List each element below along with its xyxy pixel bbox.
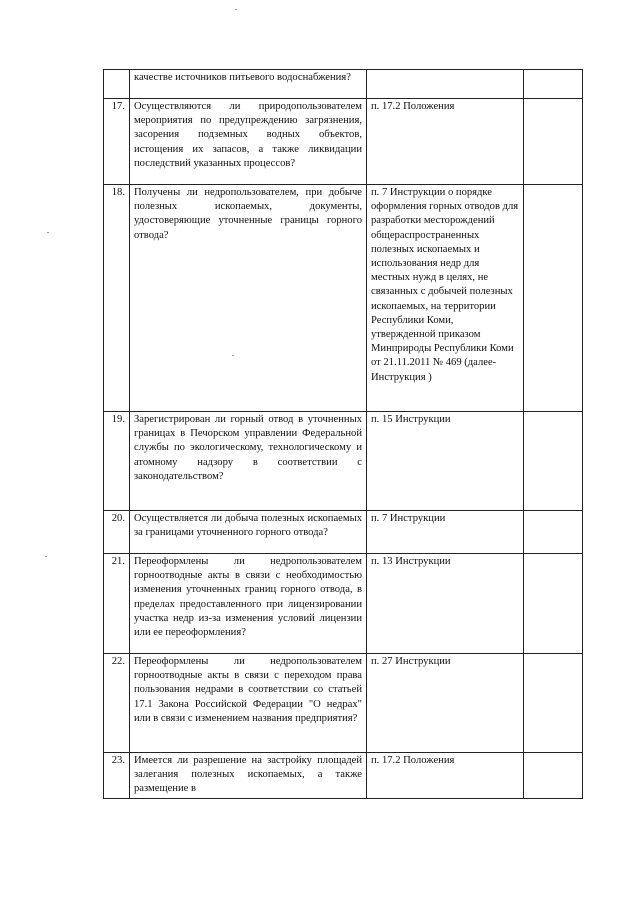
row-reference: п. 7 Инструкции xyxy=(367,511,524,554)
table-row xyxy=(104,654,583,753)
table-row xyxy=(104,412,583,511)
row-question: Осуществляются ли природопользователем мероприятия по предупреждению загрязнения, засорения подземных водных объектов, истощения их запасов, а также ликвидации последствий указанных процессов? xyxy=(130,99,367,185)
row-reference: п. 7 Инструкции о порядке оформления горных отводов для разработки месторождений общераспространенных полезных ископаемых и использования недр для местных нужд в целях, не связанных с добычей полезных ископаемых, на территории Республики Коми, утвержденной приказом Минприроды Республики Коми от 21.11.2011 № 469 (далее-Инструкция ) xyxy=(367,185,524,412)
row-result xyxy=(524,99,583,185)
row-reference: п. 15 Инструкции xyxy=(367,412,524,511)
table-row xyxy=(104,753,583,799)
scan-speck xyxy=(47,232,49,233)
scan-speck xyxy=(232,355,234,356)
row-number: 20. xyxy=(104,511,130,554)
row-reference: п. 13 Инструкции xyxy=(367,554,524,654)
row-number: 18. xyxy=(104,185,130,412)
row-result xyxy=(524,753,583,799)
row-reference: п. 17.2 Положения xyxy=(367,753,524,799)
row-number: 21. xyxy=(104,554,130,654)
row-number: 22. xyxy=(104,654,130,753)
table-row xyxy=(104,554,583,654)
table-row xyxy=(104,185,583,412)
table-row xyxy=(104,70,583,99)
row-result xyxy=(524,511,583,554)
row-result xyxy=(524,185,583,412)
row-result xyxy=(524,70,583,99)
row-result xyxy=(524,654,583,753)
row-reference: п. 27 Инструкции xyxy=(367,654,524,753)
row-question: Имеется ли разрешение на застройку площадей залегания полезных ископаемых, а также размещение в xyxy=(130,753,367,799)
row-number: 19. xyxy=(104,412,130,511)
row-number xyxy=(104,70,130,99)
row-result xyxy=(524,554,583,654)
row-reference: п. 17.2 Положения xyxy=(367,99,524,185)
row-question: качестве источников питьевого водоснабжения? xyxy=(130,70,367,99)
row-number: 23. xyxy=(104,753,130,799)
row-number: 17. xyxy=(104,99,130,185)
row-result xyxy=(524,412,583,511)
scan-speck xyxy=(235,9,237,10)
row-reference xyxy=(367,70,524,99)
row-question: Переоформлены ли недропользователем горноотводные акты в связи с необходимостью изменения уточненных границ горного отвода, в пределах предоставленного при лицензировании участка недр из-за изменения условий лицензии или ее переоформления? xyxy=(130,554,367,654)
scan-speck xyxy=(45,556,47,557)
table-row xyxy=(104,511,583,554)
row-question: Осуществляется ли добыча полезных ископаемых за границами уточненного горного отвода? xyxy=(130,511,367,554)
row-question: Переоформлены ли недропользователем горноотводные акты в связи с переходом права пользования недрами в соответствии со статьей 17.1 Закона Российской Федерации "О недрах" или в связи с изменением названия предприятия? xyxy=(130,654,367,753)
row-question: Получены ли недропользователем, при добыче полезных ископаемых, документы, удостоверяющие уточненные границы горного отвода? xyxy=(130,185,367,412)
checklist-body xyxy=(104,70,583,799)
row-question: Зарегистрирован ли горный отвод в уточненных границах в Печорском управлении Федеральной службы по экологическому, технологическому и атомному надзору в соответствии с законодательством? xyxy=(130,412,367,511)
checklist-table xyxy=(103,69,583,799)
table-row xyxy=(104,99,583,185)
